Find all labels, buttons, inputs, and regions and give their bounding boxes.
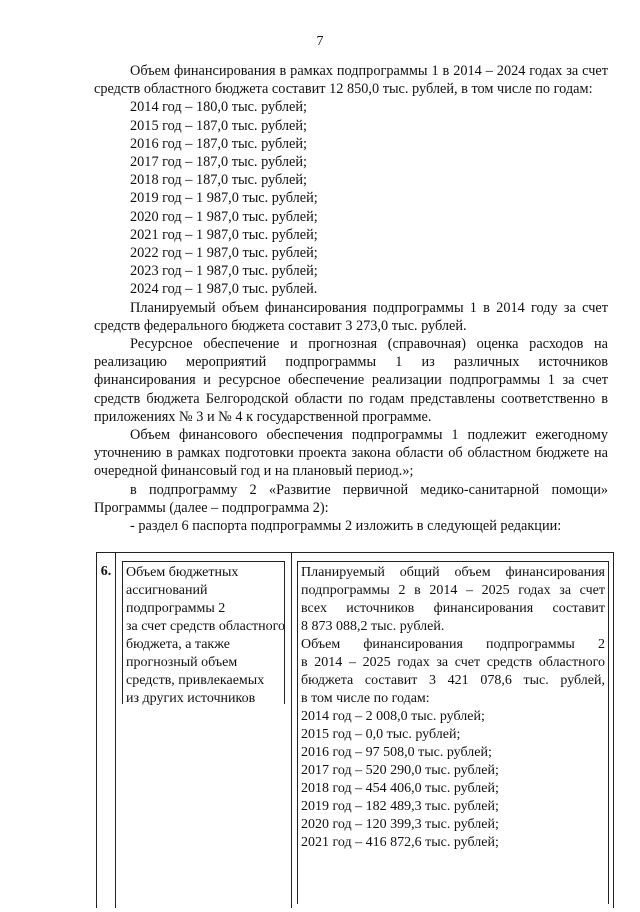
paragraph-section-6: - раздел 6 паспорта подпрограммы 2 изложить в следующей редакции: (130, 518, 562, 535)
year-item: 2014 год – 180,0 тыс. рублей; (130, 99, 308, 116)
content-year-item: 2021 год – 416 872,6 тыс. рублей; (301, 835, 499, 850)
content-line: в 2014 – 2025 годах за счет средств областного (301, 655, 605, 670)
row-heading-line: за счет средств областного (126, 619, 286, 634)
paragraph-subprogram-2: в подпрограмму 2 «Развитие первичной медико-санитарной помощи» Программы (далее – подпрограмма 2): (94, 481, 608, 516)
content-line: Планируемый общий объем финансирования (301, 565, 605, 580)
row-heading-cell (115, 553, 291, 908)
content-year-item: 2020 год – 120 399,3 тыс. рублей; (301, 817, 499, 832)
paragraph-resource-provision: Ресурсное обеспечение и прогнозная (справочная) оценка расходов на реализацию мероприятий подпрограммы 1 из различных источников финансирования и ресурсное обеспечение реализации подпрограммы 1 за счет средств бюджета Белгородской области по годам представлены соответственно в приложениях № 3 и № 4 к государственной программе. (94, 336, 608, 425)
year-item: 2017 год – 187,0 тыс. рублей; (130, 154, 308, 171)
content-line: всех источников финансирования составит (301, 601, 605, 616)
passport-table (96, 552, 614, 908)
content-line: в том числе по годам: (301, 691, 430, 706)
row-heading-line: прогнозный объем (126, 655, 238, 670)
row-heading-line: ассигнований (126, 583, 208, 598)
content-line: бюджета составит 3 421 078,6 тыс. рублей, (301, 673, 605, 688)
row-heading-line: бюджета, а также (126, 637, 230, 652)
content-line: 8 873 088,2 тыс. рублей. (301, 619, 445, 634)
row-heading-line: из других источников (126, 691, 256, 706)
paragraph-annual-adjustment: Объем финансового обеспечения подпрограммы 1 подлежит ежегодному уточнению в рамках подготовки проекта закона области об областном бюджете на очередной финансовый год и на плановый период.»; (94, 427, 608, 480)
content-year-item: 2015 год – 0,0 тыс. рублей; (301, 727, 461, 742)
body-text (94, 62, 608, 535)
page-number: 7 (316, 34, 324, 49)
content-year-item: 2017 год – 520 290,0 тыс. рублей; (301, 763, 499, 778)
year-item: 2023 год – 1 987,0 тыс. рублей; (130, 263, 318, 280)
paragraph-funding-regional: Объем финансирования в рамках подпрограммы 1 в 2014 – 2024 годах за счет средств областного бюджета составит 12 850,0 тыс. рублей, в том числе по годам: (94, 63, 608, 98)
year-item: 2024 год – 1 987,0 тыс. рублей. (130, 281, 318, 298)
row-heading-line: подпрограммы 2 (126, 601, 226, 616)
year-item: 2021 год – 1 987,0 тыс. рублей; (130, 226, 318, 243)
paragraph-funding-federal: Планируемый объем финансирования подпрограммы 1 в 2014 году за счет средств федерального бюджета составит 3 273,0 тыс. рублей. (94, 299, 608, 334)
row-content-cell (291, 553, 613, 908)
year-item: 2015 год – 187,0 тыс. рублей; (130, 117, 308, 134)
content-line: Объем финансирования подпрограммы 2 (301, 637, 605, 652)
year-item: 2022 год – 1 987,0 тыс. рублей; (130, 245, 318, 262)
row-heading-line: Объем бюджетных (126, 565, 239, 580)
content-year-item: 2019 год – 182 489,3 тыс. рублей; (301, 799, 499, 814)
content-year-item: 2014 год – 2 008,0 тыс. рублей; (301, 709, 485, 724)
year-item: 2018 год – 187,0 тыс. рублей; (130, 172, 308, 189)
content-year-item: 2018 год – 454 406,0 тыс. рублей; (301, 781, 499, 796)
year-item: 2020 год – 1 987,0 тыс. рублей; (130, 208, 318, 225)
year-item: 2019 год – 1 987,0 тыс. рублей; (130, 190, 318, 207)
content-line: подпрограммы 2 в 2014 – 2025 годах за счет (301, 583, 605, 598)
content-year-item: 2016 год – 97 508,0 тыс. рублей; (301, 745, 492, 760)
year-item: 2016 год – 187,0 тыс. рублей; (130, 135, 308, 152)
row-number: 6. (100, 564, 112, 579)
row-heading-line: средств, привлекаемых (126, 673, 265, 688)
year-list (94, 98, 608, 298)
